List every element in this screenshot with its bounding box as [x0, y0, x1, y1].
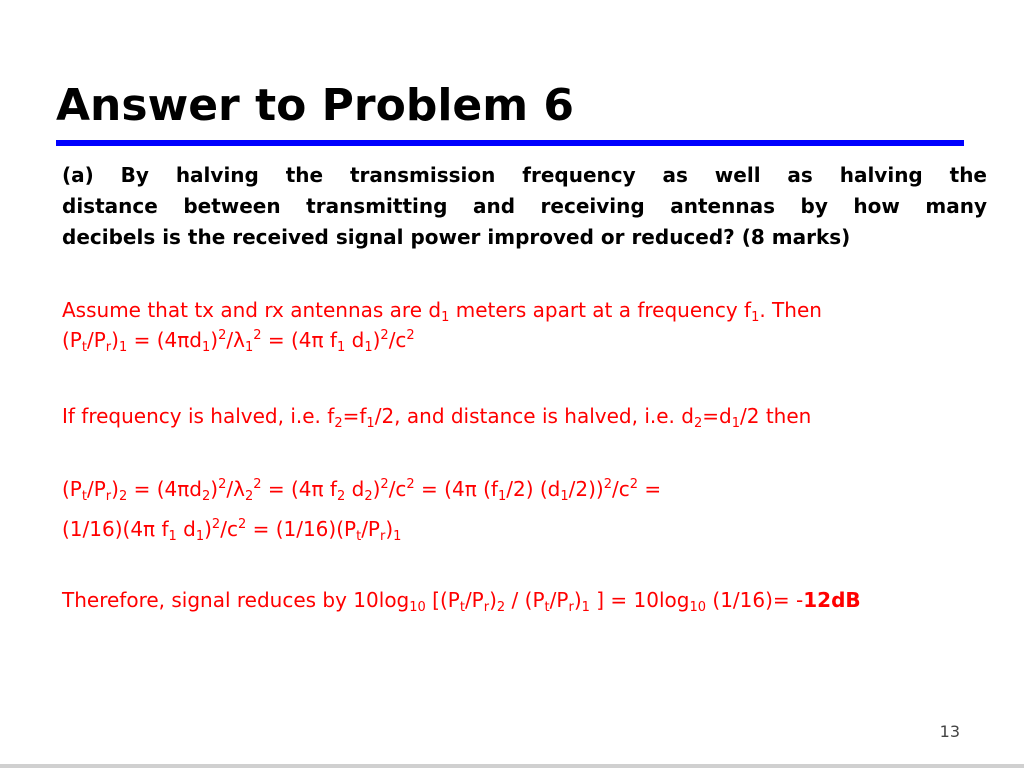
superscript: 2	[406, 477, 415, 492]
superscript: 2	[211, 517, 221, 532]
text-segment: . Then	[759, 298, 822, 322]
subscript: 1	[202, 340, 211, 355]
text-segment: d	[345, 477, 365, 501]
text-segment: /P	[361, 517, 380, 541]
subscript: t	[81, 489, 87, 504]
text-segment: = (4π f	[261, 477, 337, 501]
text-segment: /λ	[226, 477, 245, 501]
text-segment: /λ	[226, 328, 245, 352]
subscript: 2	[118, 489, 128, 504]
subscript: 1	[366, 416, 375, 431]
question-line-3: decibels is the received signal power improved or reduced? (8 marks)	[62, 225, 851, 249]
subscript: 1	[364, 340, 373, 355]
text-segment: = (4π f	[261, 328, 337, 352]
text-segment: /P	[86, 477, 106, 501]
text-segment: ] = 10log	[589, 588, 690, 612]
answer-conclusion-line	[62, 586, 1002, 615]
text-segment: d	[345, 328, 365, 352]
subscript: 1	[195, 529, 205, 544]
superscript: 2	[253, 477, 262, 492]
text-segment: = (4π (f	[414, 477, 498, 501]
subscript: 1	[244, 340, 254, 355]
subscript: 1	[336, 340, 346, 355]
text-segment: (P	[62, 328, 82, 352]
subscript: 10	[689, 600, 707, 615]
superscript: 2	[218, 477, 227, 492]
slide-title: Answer to Problem 6	[56, 80, 575, 131]
text-segment: meters apart at a frequency f	[449, 298, 752, 322]
text-segment: /2) (d	[506, 477, 561, 501]
subscript: 1	[393, 529, 402, 544]
result-value: 12dB	[803, 588, 861, 612]
answer-ratio1-equation	[62, 326, 1002, 355]
text-segment: )	[111, 328, 119, 352]
text-segment: )	[385, 517, 394, 541]
text-segment: /c	[388, 328, 407, 352]
subscript: t	[81, 340, 87, 355]
text-segment: /P	[86, 328, 106, 352]
text-segment: = (4πd	[127, 328, 202, 352]
subscript: t	[356, 529, 362, 544]
text-segment: /2 then	[740, 404, 812, 428]
subscript: 1	[560, 489, 569, 504]
question-line-1: (a) By halving the transmission frequency as well as halving the	[62, 163, 987, 187]
text-segment: /c	[388, 477, 407, 501]
subscript: 1	[118, 340, 128, 355]
subscript: t	[459, 600, 465, 615]
subscript: 1	[441, 310, 450, 325]
superscript: 2	[253, 328, 262, 343]
superscript: 2	[380, 328, 389, 343]
answer-halving-line	[62, 402, 1002, 431]
text-segment: )	[372, 328, 381, 352]
superscript: 2	[406, 328, 415, 343]
text-segment: )	[372, 477, 381, 501]
text-segment: Therefore, signal reduces by 10log	[62, 588, 410, 612]
text-segment: =f	[342, 404, 367, 428]
subscript: 1	[751, 310, 760, 325]
superscript: 2	[237, 517, 247, 532]
answer-ratio2-simplified	[62, 515, 1002, 544]
question-line-2: distance between transmitting and receiving antennas by how many	[62, 194, 987, 218]
text-segment: )	[489, 588, 497, 612]
subscript: 1	[168, 529, 177, 544]
subscript: 2	[202, 489, 211, 504]
text-segment: )	[210, 328, 219, 352]
subscript: r	[105, 340, 112, 355]
text-segment: )	[210, 477, 219, 501]
text-segment: )	[573, 588, 582, 612]
page-number: 13	[939, 722, 960, 741]
text-segment: (1/16)(4π f	[62, 517, 169, 541]
text-segment: /c	[220, 517, 238, 541]
text-segment: d	[176, 517, 196, 541]
subscript: 2	[334, 416, 343, 431]
text-segment: If frequency is halved, i.e. f	[62, 404, 335, 428]
subscript: r	[568, 600, 574, 615]
question-text	[62, 160, 987, 253]
text-segment: /c	[612, 477, 630, 501]
text-segment: /2))	[568, 477, 604, 501]
text-segment: = (4πd	[127, 477, 202, 501]
subscript: 1	[581, 600, 590, 615]
text-segment: )	[111, 477, 119, 501]
title-underline-rule	[56, 140, 964, 146]
text-segment: = (1/16)(P	[246, 517, 357, 541]
answer-ratio2-equation	[62, 475, 1002, 504]
subscript: 1	[497, 489, 507, 504]
answer-assumption-line	[62, 296, 1002, 325]
subscript: 2	[364, 489, 373, 504]
text-segment: Assume that tx and rx antennas are d	[62, 298, 442, 322]
text-segment: /P	[464, 588, 484, 612]
superscript: 2	[629, 477, 639, 492]
text-segment: / (P	[505, 588, 545, 612]
superscript: 2	[380, 477, 389, 492]
superscript: 2	[218, 328, 227, 343]
subscript: r	[380, 529, 386, 544]
text-segment: )	[204, 517, 212, 541]
superscript: 2	[603, 477, 612, 492]
text-segment: (1/16)= -	[706, 588, 804, 612]
footer-divider	[0, 764, 1024, 768]
subscript: r	[483, 600, 490, 615]
subscript: 1	[731, 416, 740, 431]
subscript: 2	[336, 489, 346, 504]
text-segment: /2, and distance is halved, i.e. d	[374, 404, 694, 428]
subscript: 2	[244, 489, 254, 504]
text-segment: /P	[549, 588, 569, 612]
subscript: t	[544, 600, 550, 615]
subscript: 2	[693, 416, 703, 431]
text-segment: (P	[62, 477, 82, 501]
subscript: 10	[409, 600, 426, 615]
text-segment: =d	[702, 404, 732, 428]
subscript: r	[105, 489, 112, 504]
text-segment: [(P	[425, 588, 460, 612]
subscript: 2	[496, 600, 506, 615]
text-segment: =	[638, 477, 662, 501]
